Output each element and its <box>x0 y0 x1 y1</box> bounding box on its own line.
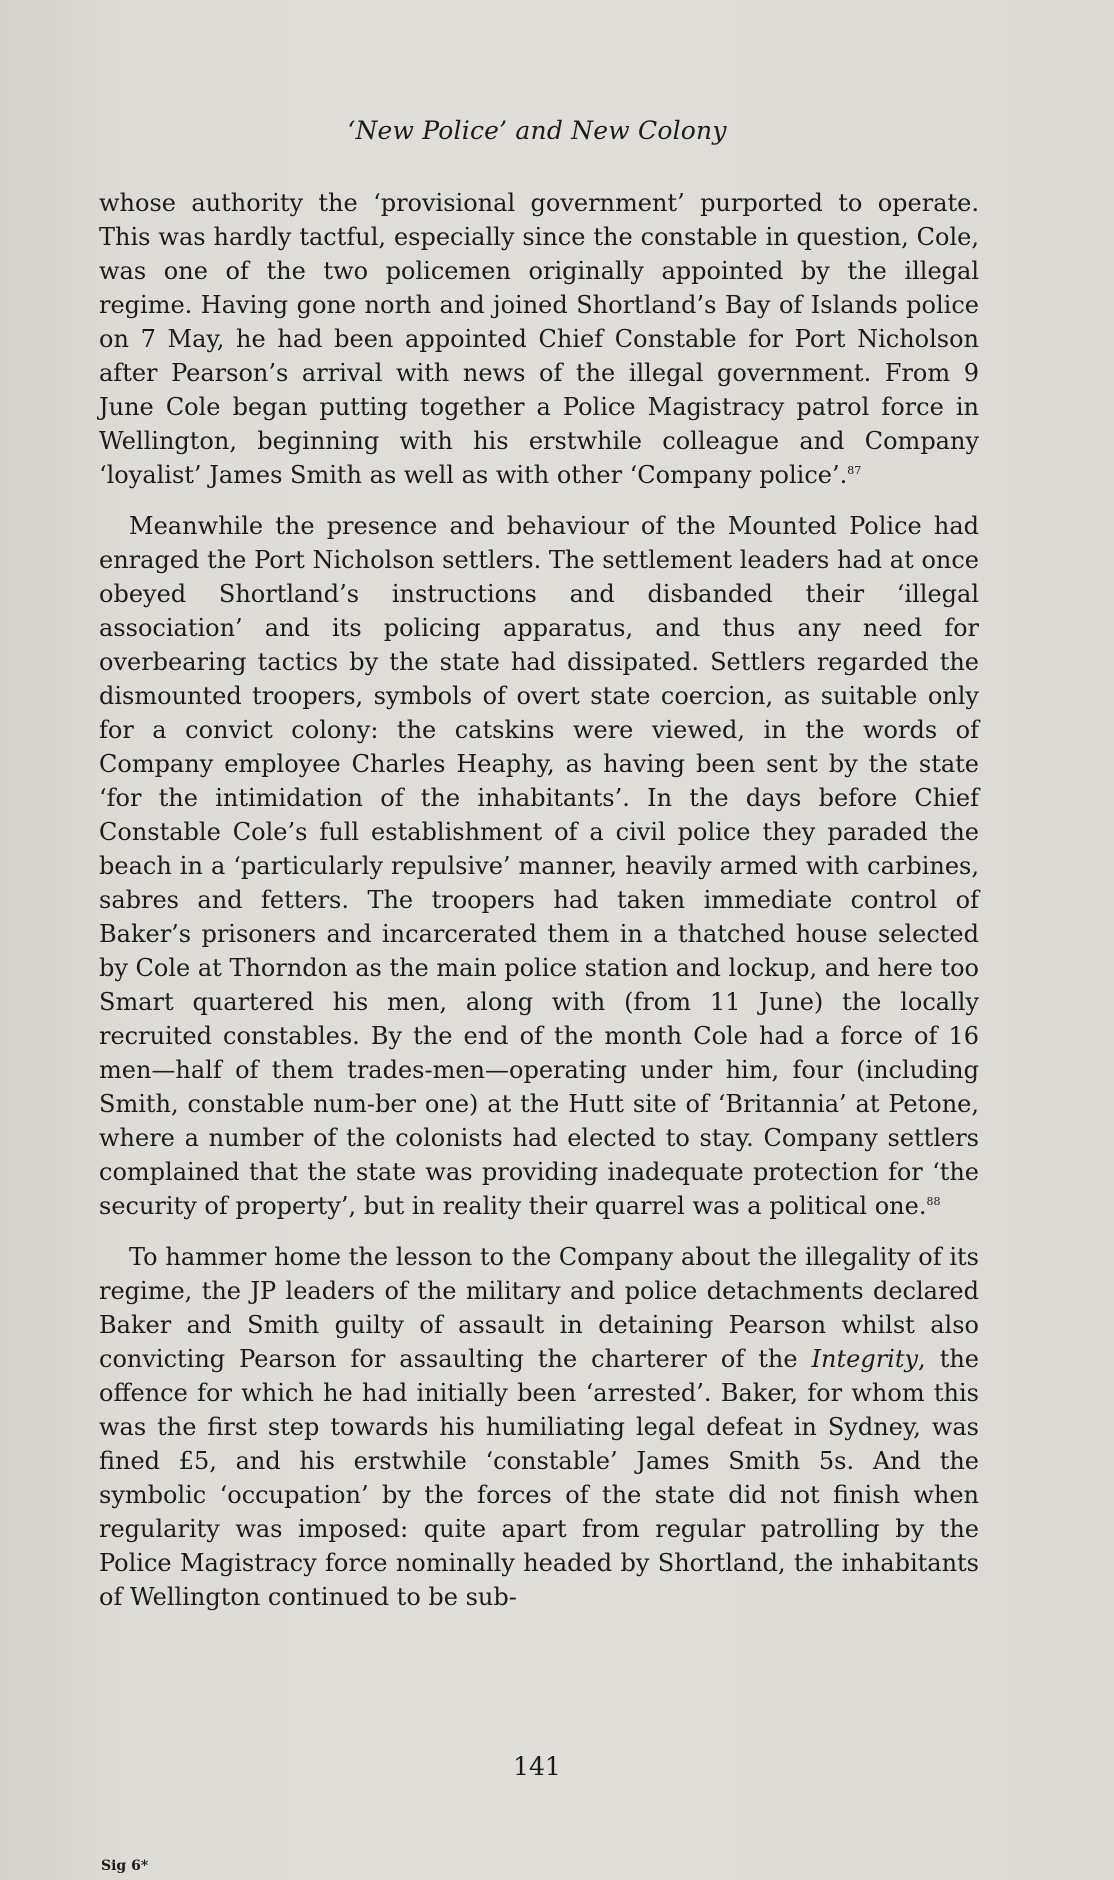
paragraph-text: To hammer home the lesson to the Company about the illegality of its regime, the JP leaders of the military and police detachments declared Baker and Smith guilty of assault in detaining Pearson whilst also convicting Pearson for assaulting the charterer of the <box>99 1243 979 1373</box>
page-number: 141 <box>513 1752 561 1781</box>
footnote-marker: 88 <box>926 1195 941 1208</box>
body-text <box>99 186 979 1614</box>
footnote-marker: 87 <box>847 464 862 477</box>
paragraph <box>99 186 979 492</box>
paragraph-text: whose authority the ‘provisional government’ purported to operate. This was hardly tactful, especially since the constable in question, Cole, was one of the two policemen originally appointed by the illegal regime. Having gone north and joined Shortland’s Bay of Islands police on 7 May, he had been appointed Chief Constable for Port Nicholson after Pearson’s arrival with news of the illegal government. From 9 June Cole began putting together a Police Magistracy patrol force in Wellington, beginning with his erstwhile colleague and Company ‘loyalist’ James Smith as well as with other ‘Company police’. <box>99 189 979 489</box>
paragraph-text: Meanwhile the presence and behaviour of the Mounted Police had enraged the Port Nicholson settlers. The settlement leaders had at once obeyed Shortland’s instructions and disbanded their ‘illegal association’ and its policing apparatus, and thus any need for overbearing tactics by the state had dissipated. Settlers regarded the dismounted troopers, symbols of overt state coercion, as suitable only for a convict colony: the catskins were viewed, in the words of Company employee Charles Heaphy, as having been sent by the state ‘for the intimidation of the inhabitants’. In the days before Chief Constable Cole’s full establishment of a civil police they paraded the beach in a ‘particularly repulsive’ manner, heavily armed with carbines, sabres and fetters. The troopers had taken immediate control of Baker’s prisoners and incarcerated them in a thatched house selected by Cole at Thorndon as the main police station and lockup, and here too Smart quartered his men, along with (from 11 June) the locally recruited constables. By the end of the month Cole had a force of 16 men—half of them trades-men—operating under him, four (including Smith, constable num-ber one) at the Hutt site of ‘Britannia’ at Petone, where a number of the colonists had elected to stay. Company settlers complained that the state was providing inadequate protection for ‘the security of property’, but in reality their quarrel was a political one. <box>99 512 979 1220</box>
signature-mark: Sig 6* <box>101 1858 149 1874</box>
paragraph-text: , the offence for which he had initially been ‘arrested’. Baker, for whom this was the first step towards his humiliating legal defeat in Sydney, was fined £5, and his erstwhile ‘constable’ James Smith 5s. And the symbolic ‘occupation’ by the forces of the state did not finish when regularity was imposed: quite apart from regular patrolling by the Police Magistracy force nominally headed by Shortland, the inhabitants of Wellington continued to be sub- <box>99 1345 979 1611</box>
paragraph <box>99 1240 979 1614</box>
paragraph <box>99 509 979 1223</box>
ship-name: Integrity <box>811 1345 919 1373</box>
running-head: ‘New Police’ and New Colony <box>347 116 727 145</box>
